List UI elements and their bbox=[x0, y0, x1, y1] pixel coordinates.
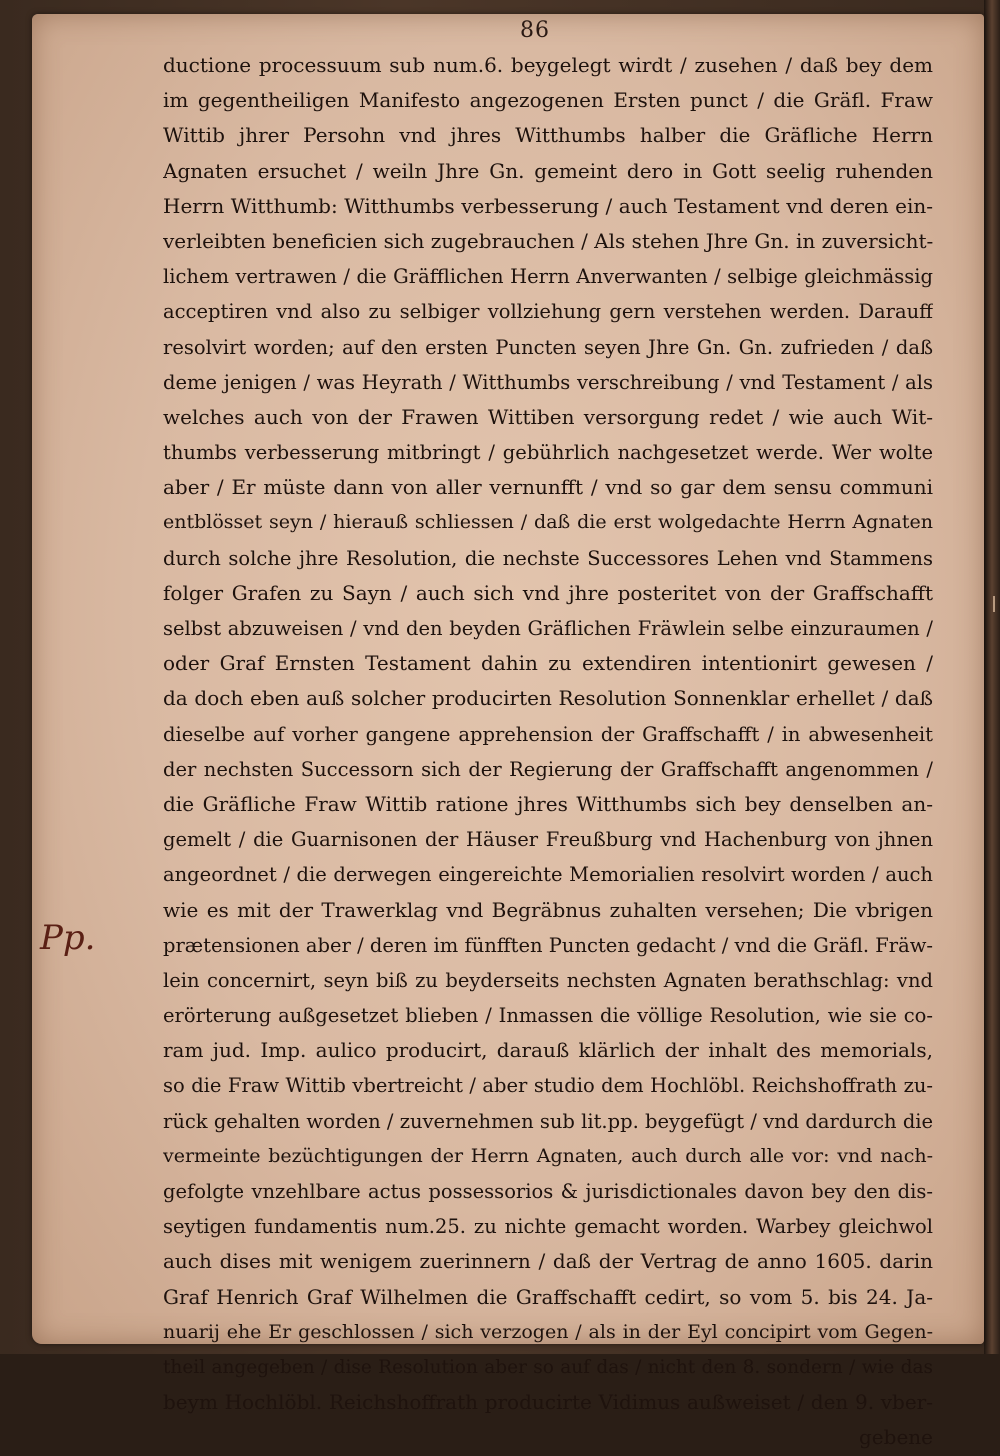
text-line: folger Grafen zu Sayn / auch sich vnd jhre posteritet von der Graffschafft bbox=[163, 580, 933, 605]
text-line: seytigen fundamentis num.25. zu nichte gemacht worden. Warbey gleichwol bbox=[163, 1215, 933, 1239]
page-number: 86 bbox=[520, 18, 550, 43]
text-line: gefolgte vnzehlbare actus possessorios & jurisdictionales davon bey den dis- bbox=[163, 1180, 933, 1203]
text-line: welches auch von der Frawen Wittiben versorgung redet / wie auch Wit- bbox=[163, 404, 933, 429]
edge-mark bbox=[993, 596, 995, 612]
text-line: resolvirt worden; auf den ersten Puncten seyen Jhre Gn. Gn. zufrieden / daß bbox=[163, 335, 933, 359]
text-line: im gegentheiligen Manifesto angezogenen Ersten punct / die Gräfl. Fraw bbox=[163, 88, 933, 113]
text-line: rück gehalten worden / zuvernehmen sub lit.pp. beygefügt / vnd dardurch die bbox=[163, 1109, 933, 1133]
text-line: Wittib jhrer Persohn vnd jhres Witthumbs halber die Gräfliche Herrn bbox=[163, 123, 933, 148]
catchword: gebene bbox=[859, 1425, 933, 1450]
text-line: theil angegeben / dise Resolution aber so auf das / nicht den 8. sondern / wie das bbox=[163, 1356, 933, 1378]
text-line: selbst abzuweisen / vnd den beyden Gräflichen Fräwlein selbe einzuraumen / bbox=[163, 617, 933, 640]
text-line: prætensionen aber / deren im fünfften Puncten gedacht / vnd die Gräfl. Fräw- bbox=[163, 933, 933, 957]
text-line: nuarij ehe Er geschlossen / sich verzogen / als in der Eyl concipirt vom Gegen- bbox=[163, 1320, 933, 1343]
text-line: auch dises mit wenigem zuerinnern / daß der Vertrag de anno 1605. darin bbox=[163, 1249, 933, 1274]
text-line: angeordnet / die derwegen eingereichte Memorialien resolvirt worden / auch bbox=[163, 863, 933, 887]
book-edge bbox=[984, 0, 1000, 1354]
text-line: lichem vertrawen / die Gräfflichen Herrn Anverwanten / selbige gleichmässig bbox=[163, 265, 933, 289]
text-line: Agnaten ersuchet / weiln Jhre Gn. gemeint dero in Gott seelig ruhenden bbox=[163, 158, 933, 183]
text-line: lein concernirt, seyn biß zu beyderseits nechsten Agnaten berathschlag: vnd bbox=[163, 968, 933, 992]
text-line: thumbs verbesserung mitbringt / gebührlich nachgesetzet werde. Wer wolte bbox=[163, 441, 933, 465]
text-line: Graf Henrich Graf Wilhelmen die Graffschafft cedirt, so vom 5. bis 24. Ja- bbox=[163, 1284, 933, 1309]
text-line: ram jud. Imp. aulico producirt, darauß klärlich der inhalt des memorials, bbox=[163, 1038, 933, 1063]
text-line: verleibten beneficien sich zugebrauchen / Als stehen Jhre Gn. in zuversicht- bbox=[163, 228, 933, 253]
text-line: entblösset seyn / hierauß schliessen / daß die erst wolgedachte Herrn Agnaten bbox=[163, 511, 933, 534]
text-line: vermeinte bezüchtigungen der Herrn Agnaten, auch durch alle vor: vnd nach- bbox=[163, 1144, 933, 1167]
text-line: beym Hochlöbl. Reichshoffrath producirte Vidimus außweiset / den 9. vber- bbox=[163, 1390, 933, 1415]
text-line: dieselbe auf vorher gangene apprehension der Graffschafft / in abwesenheit bbox=[163, 722, 933, 746]
text-line: wie es mit der Trawerklag vnd Begräbnus zuhalten versehen; Die vbrigen bbox=[163, 897, 933, 922]
text-line: die Gräfliche Fraw Wittib ratione jhres Witthumbs sich bey denselben an- bbox=[163, 791, 933, 816]
body-text bbox=[163, 48, 933, 1456]
text-line: gemelt / die Guarnisonen der Häuser Freußburg vnd Hachenburg von jhnen bbox=[163, 828, 933, 852]
text-line: erörterung außgesetzet blieben / Inmassen die völlige Resolution, wie sie co- bbox=[163, 1004, 933, 1028]
text-line: durch solche jhre Resolution, die nechste Successores Lehen vnd Stammens bbox=[163, 546, 933, 570]
text-line: aber / Er müste dann von aller vernunfft / vnd so gar dem sensu communi bbox=[163, 475, 933, 500]
text-line: oder Graf Ernsten Testament dahin zu extendiren intentionirt gewesen / bbox=[163, 651, 933, 676]
text-line: so die Fraw Wittib vbertreicht / aber studio dem Hochlöbl. Reichshoffrath zu- bbox=[163, 1074, 933, 1098]
text-line: ductione processuum sub num.6. beygelegt wirdt / zusehen / daß bey dem bbox=[163, 53, 933, 77]
text-line: deme jenigen / was Heyrath / Witthumbs verschreibung / vnd Testament / als bbox=[163, 370, 933, 394]
margin-note: Pp. bbox=[40, 918, 96, 958]
text-line: Herrn Witthumb: Witthumbs verbesserung / auch Testament vnd deren ein- bbox=[163, 193, 933, 218]
text-line: acceptiren vnd also zu selbiger vollziehung gern verstehen werden. Darauff bbox=[163, 300, 933, 324]
text-line: der nechsten Successorn sich der Regierung der Graffschafft angenommen / bbox=[163, 757, 933, 781]
text-line: da doch eben auß solcher producirten Resolution Sonnenklar erhellet / daß bbox=[163, 686, 933, 711]
